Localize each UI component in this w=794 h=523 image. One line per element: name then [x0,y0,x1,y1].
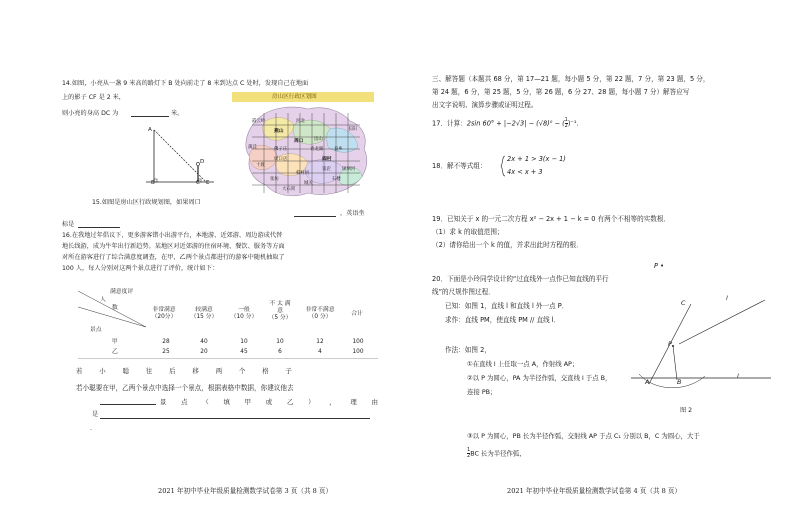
map-label-chengguan: 城关 [304,181,313,186]
map-label-liangxiang: 良乡 [334,147,343,152]
fig2-label-l-top: l [726,294,728,302]
map-label-fangshan: 房山 [314,137,323,142]
q18-label: 18．解不等式组： [432,162,487,170]
fig2-caption: 图 2 [680,407,693,414]
q19-line2: （1）求 k 的取值范围； [432,228,504,236]
table-header-average: 一般 （10 分） [230,307,258,320]
q16-line4: 100 人，每人分别对这两个景点进行了评价，统计如下： [62,265,219,272]
q17-expr-end: )⁻¹. [567,119,579,128]
q14-line3: 则小亮的身高 DC 为 [62,110,119,117]
table-corner-top: 满意度评 [110,289,134,295]
right-page [397,0,794,523]
q15-line1: 15.如图是房山区行政规划图，如果周口 [92,199,201,206]
q20-line4: 求作：直线 PM，使直线 PM // 直线 l． [445,316,561,324]
q20-line1: 20．下面是小玲同学设计的“过直线外一点作已知直线的平行 [432,275,609,283]
table-cell: 10 [276,339,284,345]
q14-label-c: C [196,180,200,186]
q16-line1: 16.在我地过年倡议下，更多游客错小出游平台，本地游、近郊游、周边游成代替 [62,232,283,239]
q16-line3: 对所在游客进行了综合满意度调查，在甲，乙两个景点都进行的游客中随机抽取了 [62,254,285,261]
q20-step2: ②以 P 为圆心，PA 为半径作弧，交直线 l 于点 B， [467,374,612,382]
section-line2: 第 24 题，6 分，第 25 题，5 分，第 26 题，6 分 27、28 题，每小题 7 分）解答应写 [432,88,690,96]
section-line1: 三、解答题（本题共 68 分，第 17—21 题，每小题 5 分，第 22 题，7 分，第 23 题，5 分， [432,75,710,83]
fig1-point-p: P • [654,262,664,270]
map-label-yancun: 阎村 [322,157,332,162]
q15-blank-1 [294,216,336,217]
q15-blank-2 [78,227,120,228]
map-label-yanshan: 燕山 [274,129,284,134]
q14-label-e: E [206,180,210,186]
right-page-footer: 2021 年初中毕业年级质量检测数学试卷第 4 页（共 8 页） [507,487,682,495]
table-cell: 20 [200,349,208,355]
q16-reason-blank [100,418,370,419]
map-label-fozizhuang: 佛子庄 [274,147,288,152]
q19-line3: （2）请你给出一个 k 的值，并求出此时方程的根． [432,241,583,249]
q16-spaced-line-3: 景 点 （ 填 甲 或 乙 ） ， 理 由 [160,398,378,406]
map-label-doudian: 窦店 [322,167,331,172]
map-label-changyang: 长阳 [348,127,357,132]
q14-line3-end: 米。 [171,110,184,117]
map-label-zhoukoudian: 周口店 [274,157,288,162]
q14-answer-blank [131,116,169,117]
q20-fraction: $\frac{1}{2}$ [467,447,471,459]
table-cell: 25 [162,349,170,355]
q16-line2: 地长线游，成为牛年出行新趋势。某地区对近郊游的住宿环境、餐饮、服务等方面 [62,243,285,250]
section-line3: 出文字说明、演算步骤或证明过程。 [432,101,538,109]
q16-after-line2: 若小聪要在甲，乙两个景点中选择一个景点，根据表格中数据，你建议他去 [76,384,294,392]
table-corner-bottom: 景点 [90,327,102,333]
table-cell: 100 [352,339,364,345]
q20-line5: 作法：如图 2， [445,346,491,354]
satisfaction-table [78,287,378,359]
q14-label-d: D [200,159,205,165]
table-corner-mid2: 数 [112,305,118,311]
q20-line3: 已知：如图 1，直线 l 和直线 l 外一点 P． [445,302,569,310]
q16-after-line4: 是 [92,411,99,418]
table-cell: 28 [162,339,170,345]
q14-line2: 上的影子 CF 是 2 米， [62,94,125,101]
map-label-shidu: 十渡 [256,163,265,168]
table-cell: 100 [352,349,364,355]
q18-ineq1: 2x + 1 > 3(x − 1) [507,155,566,163]
fig2-label-l: l [737,372,739,380]
table-cell: 12 [316,339,324,345]
map-label-zhoukou: 周口 [294,139,304,144]
left-page-footer: 2021 年初中毕业年级质量检测数学试卷第 3 页（共 8 页） [158,487,333,495]
q17-fraction: $\frac{1}{2}$ [564,117,568,129]
table-header-satisfied: 较满意 （15 分） [190,307,218,320]
q19-line1: 19．已知关于 x 的一元二次方程 x² − 2x + 1 − k = 0 有两个不相等的实数根． [432,215,671,223]
q20-line2: 线”的尺规作图过程． [432,288,495,296]
table-row-yi-name: 乙 [112,349,118,355]
map-label-puwa: 蒲洼 [248,145,257,150]
q16-spaced-line: 若 小 聪 往 后 移 两 个 格 子 [76,367,292,375]
fig2-label-p: P [668,340,672,348]
table-cell: 45 [240,349,248,355]
fig2-label-a: A [645,378,650,386]
q14-line1: 14.如图，小亮从一盏 9 米高的路灯下 B 处向前走了 8 米到达点 C 处时，发现自己在地面 [62,80,309,87]
table-cell: 4 [318,349,322,355]
fig2-label-c: C [681,299,686,307]
map-label-dashiwo: 大石窝 [282,187,296,192]
q20-step3: ③以 P 为圆心，PB 长为半径作弧，交射线 AP 于点 C₁ 分别以 B，C 为圆心，大于 [467,432,700,440]
q15-line2-end: ，英语坐 [340,210,365,217]
q16-blank-spot [100,404,156,405]
table-header-very-satisfied: 非常满意 （20分） [151,307,177,320]
table-header-very-unsatisfied: 非常不满意 （0 分） [305,307,335,320]
q14-label-b: B [151,180,155,186]
q16-after-line5: . [90,425,92,432]
q20-step1: ①在直线 l 上任取一点 A，作射线 AP； [467,360,579,368]
map-title: 房山区行政区划图 [272,94,317,100]
table-corner-mid: 人 [100,297,106,303]
q17 [432,118,579,129]
map-label-xiayunling: 霞云岭 [252,119,266,124]
table-row-jia-name: 甲 [112,339,118,345]
q17-expr: 2sin 60° + |−2√3| − (√8)⁰ − ( [466,119,565,128]
map-label-zhangfang: 张坊 [270,177,279,182]
q20-step2b: 连接 PB； [467,388,497,396]
table-cell: 10 [240,339,248,345]
map-label-liulihe: 琉璃河 [342,167,356,172]
table-cell: 40 [200,339,208,345]
q14-label-a: A [148,127,152,133]
table-cell: 6 [278,349,282,355]
map-label-hebei: 河北 [296,119,305,124]
map-label-shilou: 石楼 [332,177,341,182]
q17-label: 17．计算： [432,119,467,128]
q15-line3: 标是 [62,221,75,228]
map-label-qinglonghu: 青龙湖 [310,147,324,152]
q18-ineq2: 4x < x + 3 [507,168,543,176]
q20-step3b: $\frac{1}{2}BC$ 长为半径作弧， [467,447,526,459]
table-header-unsatisfied: 不 太 满 意 （5 分） [268,301,292,321]
fig2-label-b: B [677,378,682,386]
q18-brace [500,155,506,177]
map-label-hancunhe: 韩村河 [296,171,310,176]
table-header-total: 合计 [351,311,363,317]
